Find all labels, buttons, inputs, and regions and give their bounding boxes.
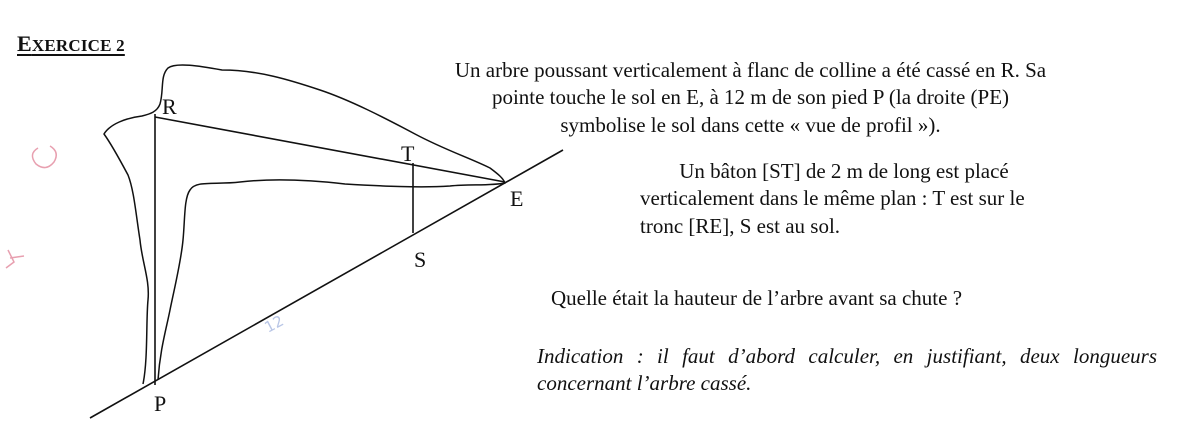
label-p: P — [154, 391, 167, 416]
exercise-title: EXERCICE 2 — [17, 31, 125, 56]
label-t: T — [401, 141, 415, 166]
problem-statement — [398, 57, 1103, 139]
ground-line — [90, 150, 563, 418]
statement-line-2: pointe touche le sol en E, à 12 m de son pied P (la droite (PE) — [491, 85, 1010, 110]
pencil-note: 12 — [261, 311, 287, 337]
hint: Indication : il faut d’abord calculer, en justifiant, deux longueurs concernant l’arbre cassé. — [537, 344, 1157, 396]
stick-line-1: Un bâton [ST] de 2 m de long est placé — [679, 159, 1009, 183]
statement-line-3: symbolise le sol dans cette « vue de profil »). — [560, 112, 941, 137]
statement-line-1: Un arbre poussant verticalement à flanc de colline a été cassé en R. Sa — [454, 58, 1047, 82]
stick-line-3: tronc [RE], S est au sol. — [640, 213, 841, 238]
label-e: E — [510, 186, 524, 211]
red-margin-mark — [32, 146, 56, 168]
red-margin-mark-2 — [6, 250, 24, 268]
stick-description — [640, 158, 1110, 240]
label-s: S — [414, 247, 427, 272]
stick-line-2: verticalement dans le même plan : T est sur le — [640, 186, 1025, 211]
label-r: R — [162, 94, 177, 119]
question: Quelle était la hauteur de l’arbre avant sa chute ? — [551, 286, 963, 310]
